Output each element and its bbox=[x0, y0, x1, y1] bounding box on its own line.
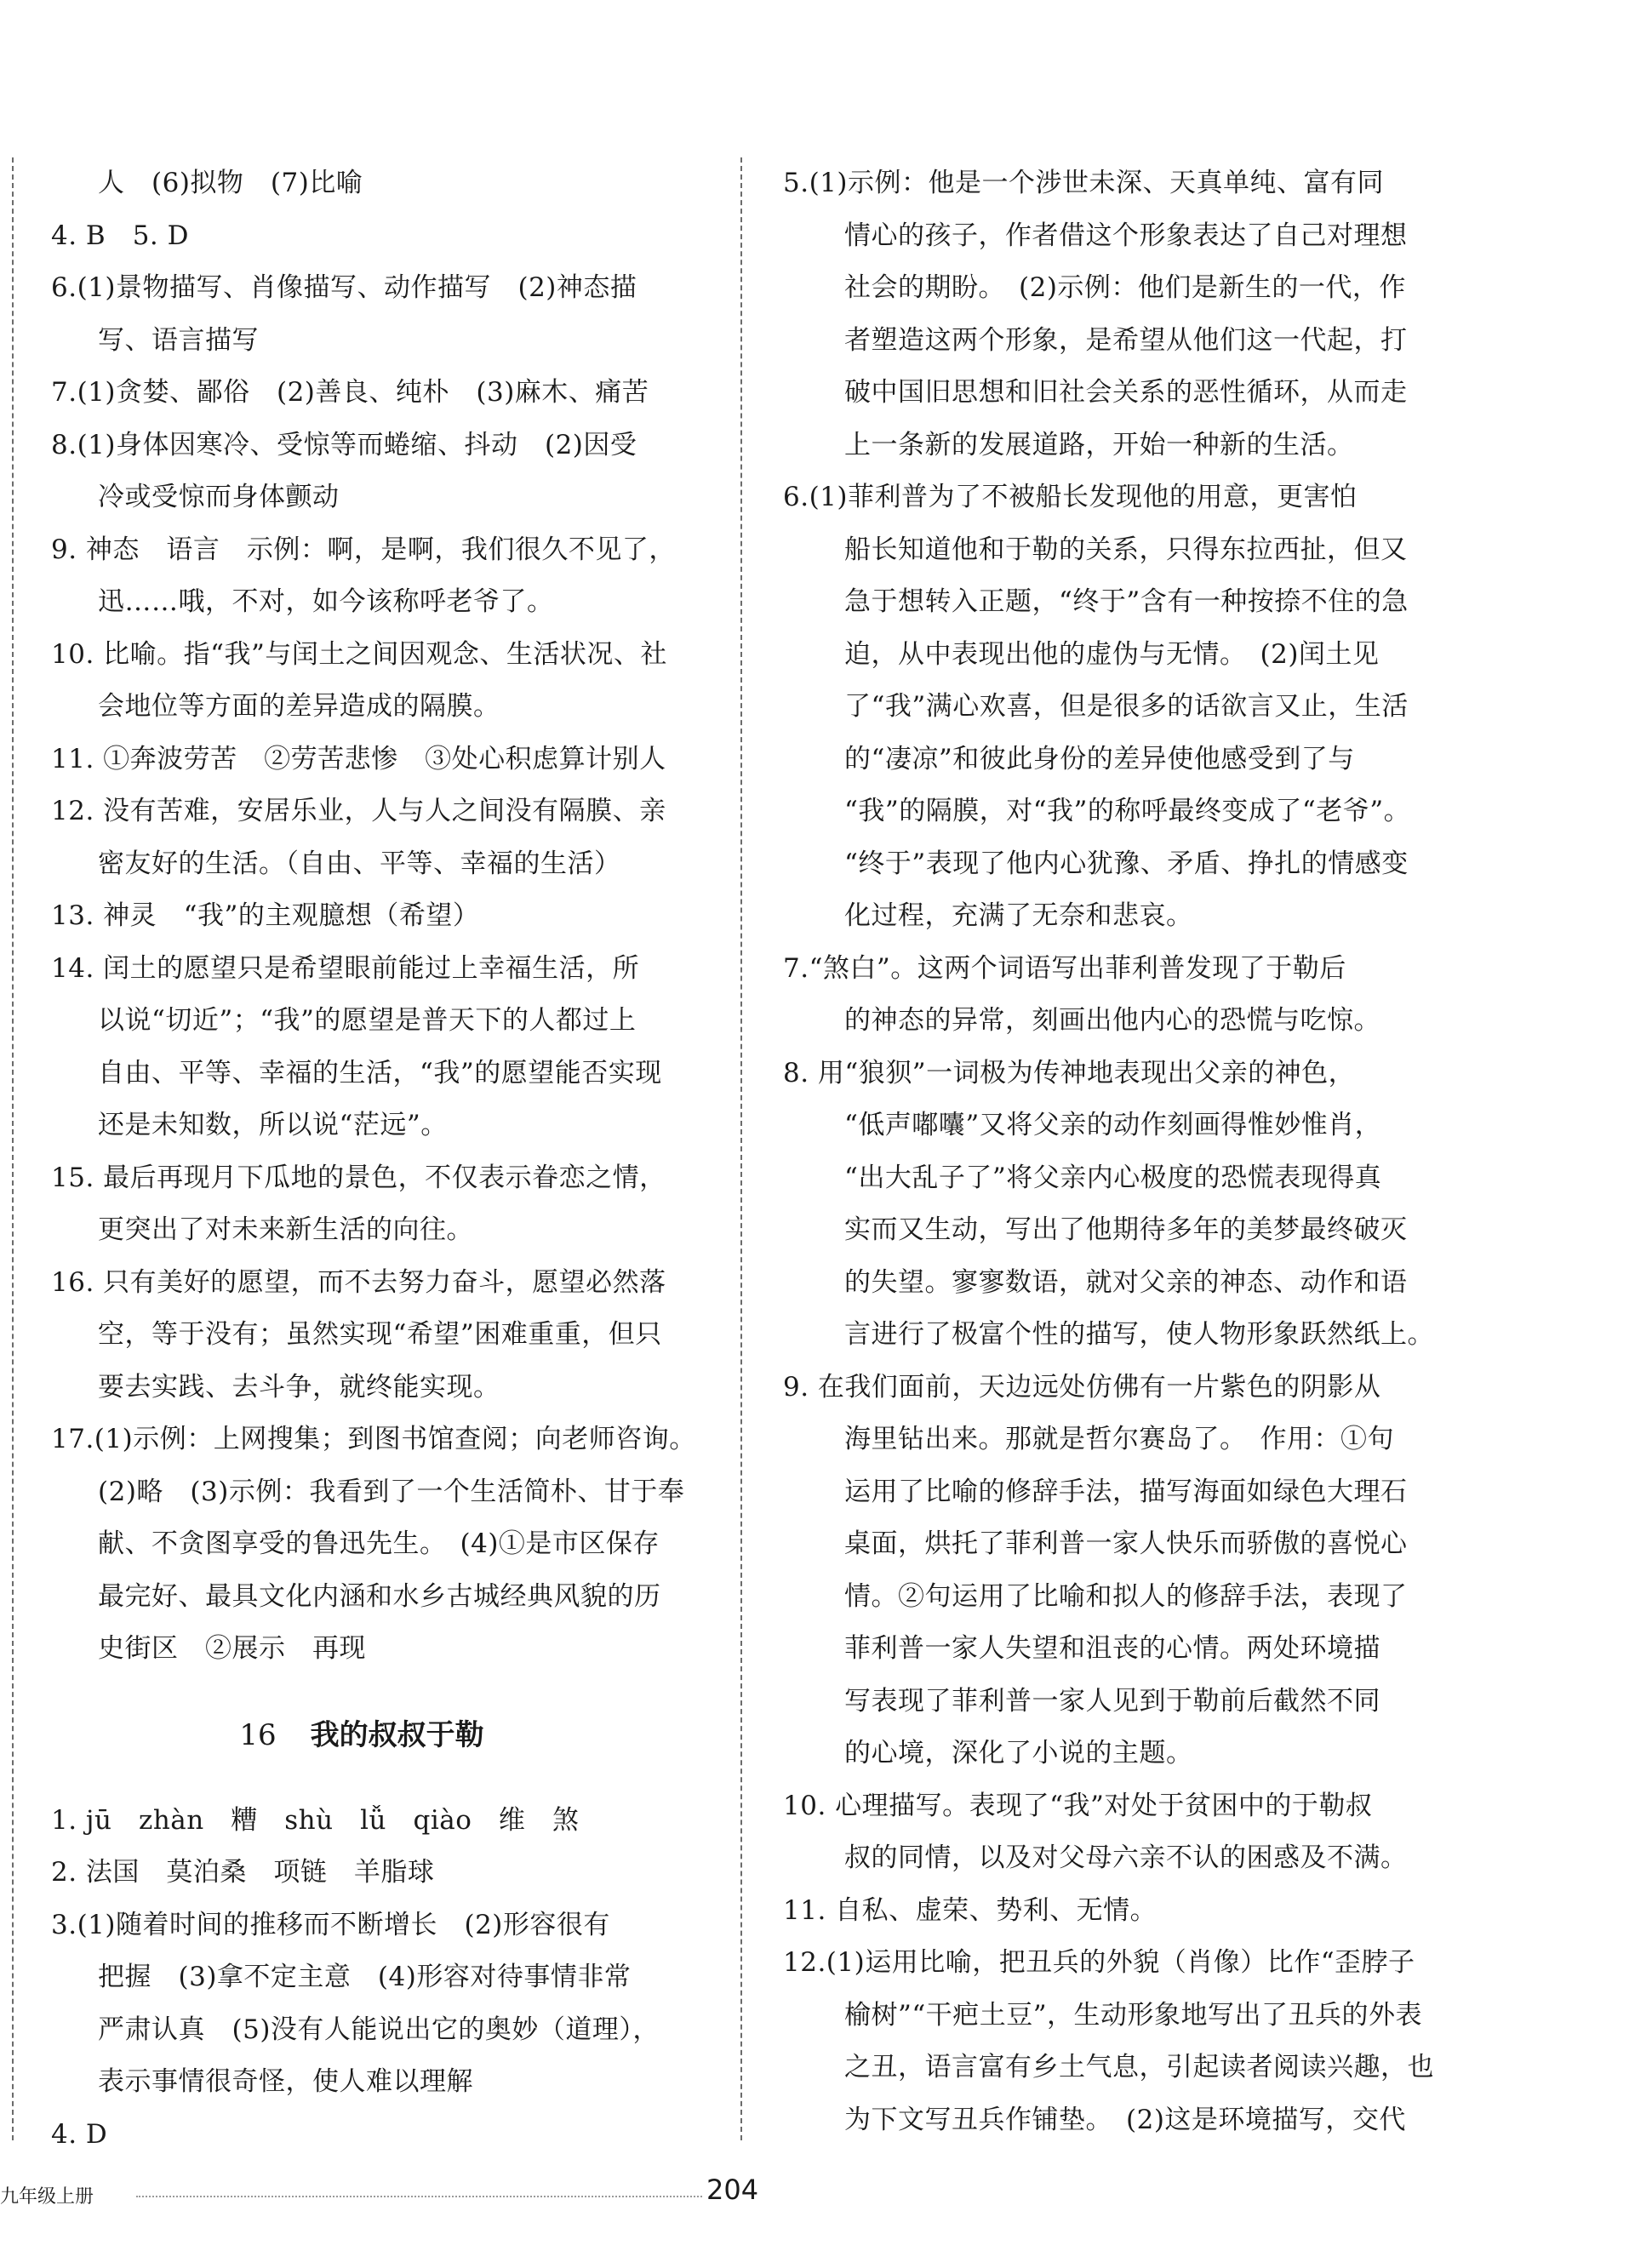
answer-line: 表示事情很奇怪，使人难以理解 bbox=[98, 2066, 473, 2097]
answer-line: 6.(1)菲利普为了不被船长发现他的用意，更害怕 bbox=[783, 482, 1358, 512]
answer-line: 空，等于没有；虽然实现“希望”困难重重，但只 bbox=[98, 1319, 662, 1350]
answer-line: 的失望。寥寥数语，就对父亲的神态、动作和语 bbox=[844, 1266, 1408, 1298]
answer-line: 为下文写丑兵作铺垫。 (2)这是环境描写，交代 bbox=[844, 2104, 1406, 2135]
answer-line: 情。②句运用了比喻和拟人的修辞手法，表现了 bbox=[844, 1580, 1408, 1612]
answer-item bbox=[51, 2109, 706, 2162]
answer-item bbox=[51, 524, 706, 629]
answer-line: 9. 在我们面前，天边远处仿佛有一片紫色的阴影从 bbox=[783, 1371, 1381, 1403]
answer-line: 船长知道他和于勒的关系，只得东拉西扯，但又 bbox=[844, 534, 1408, 565]
answer-line: 情心的孩子，作者借这个形象表达了自己对理想 bbox=[844, 220, 1408, 251]
answer-item bbox=[51, 157, 706, 210]
answer-item bbox=[783, 1048, 1434, 1362]
answer-line: 8. 用“狼狈”一词极为传神地表现出父亲的神色， bbox=[783, 1057, 1356, 1088]
left-answers-after bbox=[51, 1795, 706, 2162]
answer-line: 急于想转入正题，“终于”含有一种按捺不住的急 bbox=[844, 586, 1409, 617]
center-perforation-line bbox=[740, 157, 742, 2140]
answer-line: “终于”表现了他内心犹豫、矛盾、挣扎的情感变 bbox=[844, 848, 1409, 879]
answer-line: 最完好、最具文化内涵和水乡古城经典风貌的历 bbox=[98, 1580, 661, 1612]
answer-line: 2. 法国 莫泊桑 项链 羊脂球 bbox=[51, 1857, 435, 1888]
answer-item bbox=[51, 1152, 706, 1257]
answer-line: 实而又生动，写出了他期待多年的美梦最终破灭 bbox=[844, 1214, 1408, 1245]
answer-line: 之丑，语言富有乡土气息，引起读者阅读兴趣，也 bbox=[844, 2052, 1434, 2082]
answer-line: 8.(1)身体因寒冷、受惊等而蜷缩、抖动 (2)因受 bbox=[51, 429, 637, 460]
answer-item bbox=[51, 1795, 706, 1848]
answer-line: 11. 自私、虚荣、势利、无情。 bbox=[783, 1894, 1158, 1926]
answer-line: 了“我”满心欢喜，但是很多的话欲言又止，生活 bbox=[844, 691, 1409, 722]
answer-line: 4. D bbox=[51, 2118, 108, 2150]
answer-item bbox=[51, 1847, 706, 1900]
section-number: 16 bbox=[239, 1717, 277, 1752]
answer-line: 人 (6)拟物 (7)比喻 bbox=[98, 168, 363, 198]
answer-line: 12.(1)运用比喻，把丑兵的外貌（肖像）比作“歪脖子 bbox=[783, 1947, 1415, 1978]
answer-line: 叔的同情，以及对父母六亲不认的困惑及不满。 bbox=[844, 1842, 1408, 1873]
answer-line: 的心境，深化了小说的主题。 bbox=[844, 1738, 1193, 1768]
answer-item bbox=[51, 629, 706, 734]
answer-line: (2)略 (3)示例：我看到了一个生活简朴、甘于奉 bbox=[98, 1476, 685, 1507]
answer-item bbox=[51, 420, 706, 524]
answer-line: 14. 闰土的愿望只是希望眼前能过上幸福生活，所 bbox=[51, 952, 640, 984]
answer-line: 6.(1)景物描写、肖像描写、动作描写 (2)神态描 bbox=[51, 272, 637, 303]
answer-line: 4. B 5. D bbox=[51, 220, 189, 251]
answer-line: 的“凄凉”和彼此身份的差异使他感受到了与 bbox=[844, 743, 1355, 774]
answer-item bbox=[51, 786, 706, 890]
answer-line: 迅……哦，不对，如今该称呼老爷了。 bbox=[98, 586, 554, 617]
answer-item bbox=[51, 890, 706, 943]
answer-line: 7.(1)贪婪、鄙俗 (2)善良、纯朴 (3)麻木、痛苦 bbox=[51, 377, 649, 408]
answer-item bbox=[783, 1937, 1434, 2146]
answer-line: 写、语言描写 bbox=[98, 324, 259, 356]
answer-line: 桌面，烘托了菲利普一家人快乐而骄傲的喜悦心 bbox=[844, 1528, 1408, 1559]
answer-line: 运用了比喻的修辞手法，描写海面如绿色大理石 bbox=[844, 1476, 1408, 1507]
right-answers bbox=[783, 157, 1434, 2146]
answer-line: 榆树”“干疤土豆”，生动形象地写出了丑兵的外表 bbox=[844, 1999, 1423, 2031]
answer-item bbox=[51, 1257, 706, 1414]
answer-line: 要去实践、去斗争，就终能实现。 bbox=[98, 1371, 500, 1403]
answer-item bbox=[783, 471, 1430, 943]
answer-item bbox=[51, 1414, 706, 1676]
page-footer bbox=[0, 2174, 1652, 2219]
page-number: 204 bbox=[706, 2174, 759, 2206]
answer-line: “出大乱子了”将父亲内心极度的恐慌表现得真 bbox=[844, 1162, 1382, 1193]
answer-line: 冷或受惊而身体颤动 bbox=[98, 482, 340, 512]
answer-line: 化过程，充满了无奈和悲哀。 bbox=[844, 900, 1193, 931]
answer-line: 社会的期盼。 (2)示例：他们是新生的一代，作 bbox=[844, 272, 1406, 303]
answer-item bbox=[783, 1362, 1430, 1780]
answer-line: 13. 神灵 “我”的主观臆想（希望） bbox=[51, 900, 480, 931]
answer-line: 以说“切近”；“我”的愿望是普天下的人都过上 bbox=[98, 1005, 637, 1036]
answer-line: 9. 神态 语言 示例：啊，是啊，我们很久不见了， bbox=[51, 534, 676, 565]
answer-line: 还是未知数，所以说“茫远”。 bbox=[98, 1110, 448, 1140]
answer-line: 破中国旧思想和旧社会关系的恶性循环，从而走 bbox=[844, 377, 1408, 408]
answer-line: 10. 心理描写。表现了“我”对处于贫困中的于勒叔 bbox=[783, 1790, 1373, 1821]
left-answers bbox=[51, 157, 706, 1676]
left-perforation-line bbox=[12, 157, 14, 2140]
answer-line: 上一条新的发展道路，开始一种新的生活。 bbox=[844, 429, 1354, 460]
answer-line: 史街区 ②展示 再现 bbox=[98, 1633, 366, 1664]
answer-line: 自由、平等、幸福的生活，“我”的愿望能否实现 bbox=[98, 1057, 662, 1088]
answer-item bbox=[51, 210, 706, 263]
answer-line: 者塑造这两个形象，是希望从他们这一代起，打 bbox=[844, 324, 1408, 356]
answer-line: 的神态的异常，刻画出他内心的恐慌与吃惊。 bbox=[844, 1005, 1380, 1036]
answer-line: 1. jū zhàn 糟 shù lǚ qiào 维 煞 bbox=[51, 1804, 580, 1836]
answer-line: 把握 (3)拿不定主意 (4)形容对待事情非常 bbox=[98, 1962, 632, 1992]
answer-line: 密友好的生活。（自由、平等、幸福的生活） bbox=[98, 848, 621, 879]
answer-item bbox=[51, 1900, 706, 2109]
answer-line: 更突出了对未来新生活的向往。 bbox=[98, 1214, 473, 1245]
answer-line: 3.(1)随着时间的推移而不断增长 (2)形容很有 bbox=[51, 1909, 610, 1940]
answer-item bbox=[783, 1780, 1430, 1885]
answer-line: 16. 只有美好的愿望，而不去努力奋斗，愿望必然落 bbox=[51, 1266, 666, 1298]
answer-line: “我”的隔膜，对“我”的称呼最终变成了“老爷”。 bbox=[844, 796, 1411, 826]
answer-line: 海里钻出来。那就是哲尔赛岛了。 作用：①句 bbox=[844, 1424, 1394, 1454]
left-column bbox=[51, 157, 706, 2161]
answer-line: 菲利普一家人失望和沮丧的心情。两处环境描 bbox=[844, 1633, 1380, 1664]
answer-item bbox=[783, 943, 1430, 1048]
answer-item bbox=[51, 734, 706, 786]
answer-line: 15. 最后再现月下瓜地的景色，不仅表示眷恋之情， bbox=[51, 1162, 666, 1193]
answer-item bbox=[51, 943, 706, 1152]
answer-line: 11. ①奔波劳苦 ②劳苦悲惨 ③处心积虑算计别人 bbox=[51, 743, 666, 774]
answer-line: 写表现了菲利普一家人见到于勒前后截然不同 bbox=[844, 1685, 1380, 1717]
footer-dotted-rule bbox=[136, 2196, 702, 2197]
answer-line: “低声嘟囔”又将父亲的动作刻画得惟妙惟肖， bbox=[844, 1110, 1382, 1140]
answer-line: 会地位等方面的差异造成的隔膜。 bbox=[98, 691, 500, 722]
grade-label: 九年级上册 bbox=[0, 2186, 94, 2208]
answer-line: 迫，从中表现出他的虚伪与无情。 (2)闰土见 bbox=[844, 638, 1380, 670]
answer-line: 10. 比喻。指“我”与闰土之间因观念、生活状况、社 bbox=[51, 638, 667, 670]
answer-item bbox=[783, 157, 1430, 471]
answer-line: 17.(1)示例：上网搜集；到图书馆查阅；向老师咨询。 bbox=[51, 1424, 696, 1454]
answer-item bbox=[51, 262, 706, 367]
section-heading bbox=[51, 1676, 706, 1795]
answer-item bbox=[783, 1885, 1430, 1938]
answer-item bbox=[51, 367, 706, 420]
answer-line: 言进行了极富个性的描写，使人物形象跃然纸上。 bbox=[844, 1319, 1434, 1350]
answer-line: 5.(1)示例：他是一个涉世未深、天真单纯、富有同 bbox=[783, 168, 1384, 198]
answer-line: 献、不贪图享受的鲁迅先生。 (4)①是市区保存 bbox=[98, 1528, 660, 1559]
answer-line: 7.“煞白”。这两个词语写出菲利普发现了于勒后 bbox=[783, 952, 1346, 984]
right-column bbox=[783, 157, 1434, 2146]
answer-line: 12. 没有苦难，安居乐业，人与人之间没有隔膜、亲 bbox=[51, 796, 666, 826]
answer-line: 严肃认真 (5)没有人能说出它的奥妙（道理）， bbox=[98, 2014, 660, 2045]
section-title: 我的叔叔于勒 bbox=[310, 1717, 484, 1752]
